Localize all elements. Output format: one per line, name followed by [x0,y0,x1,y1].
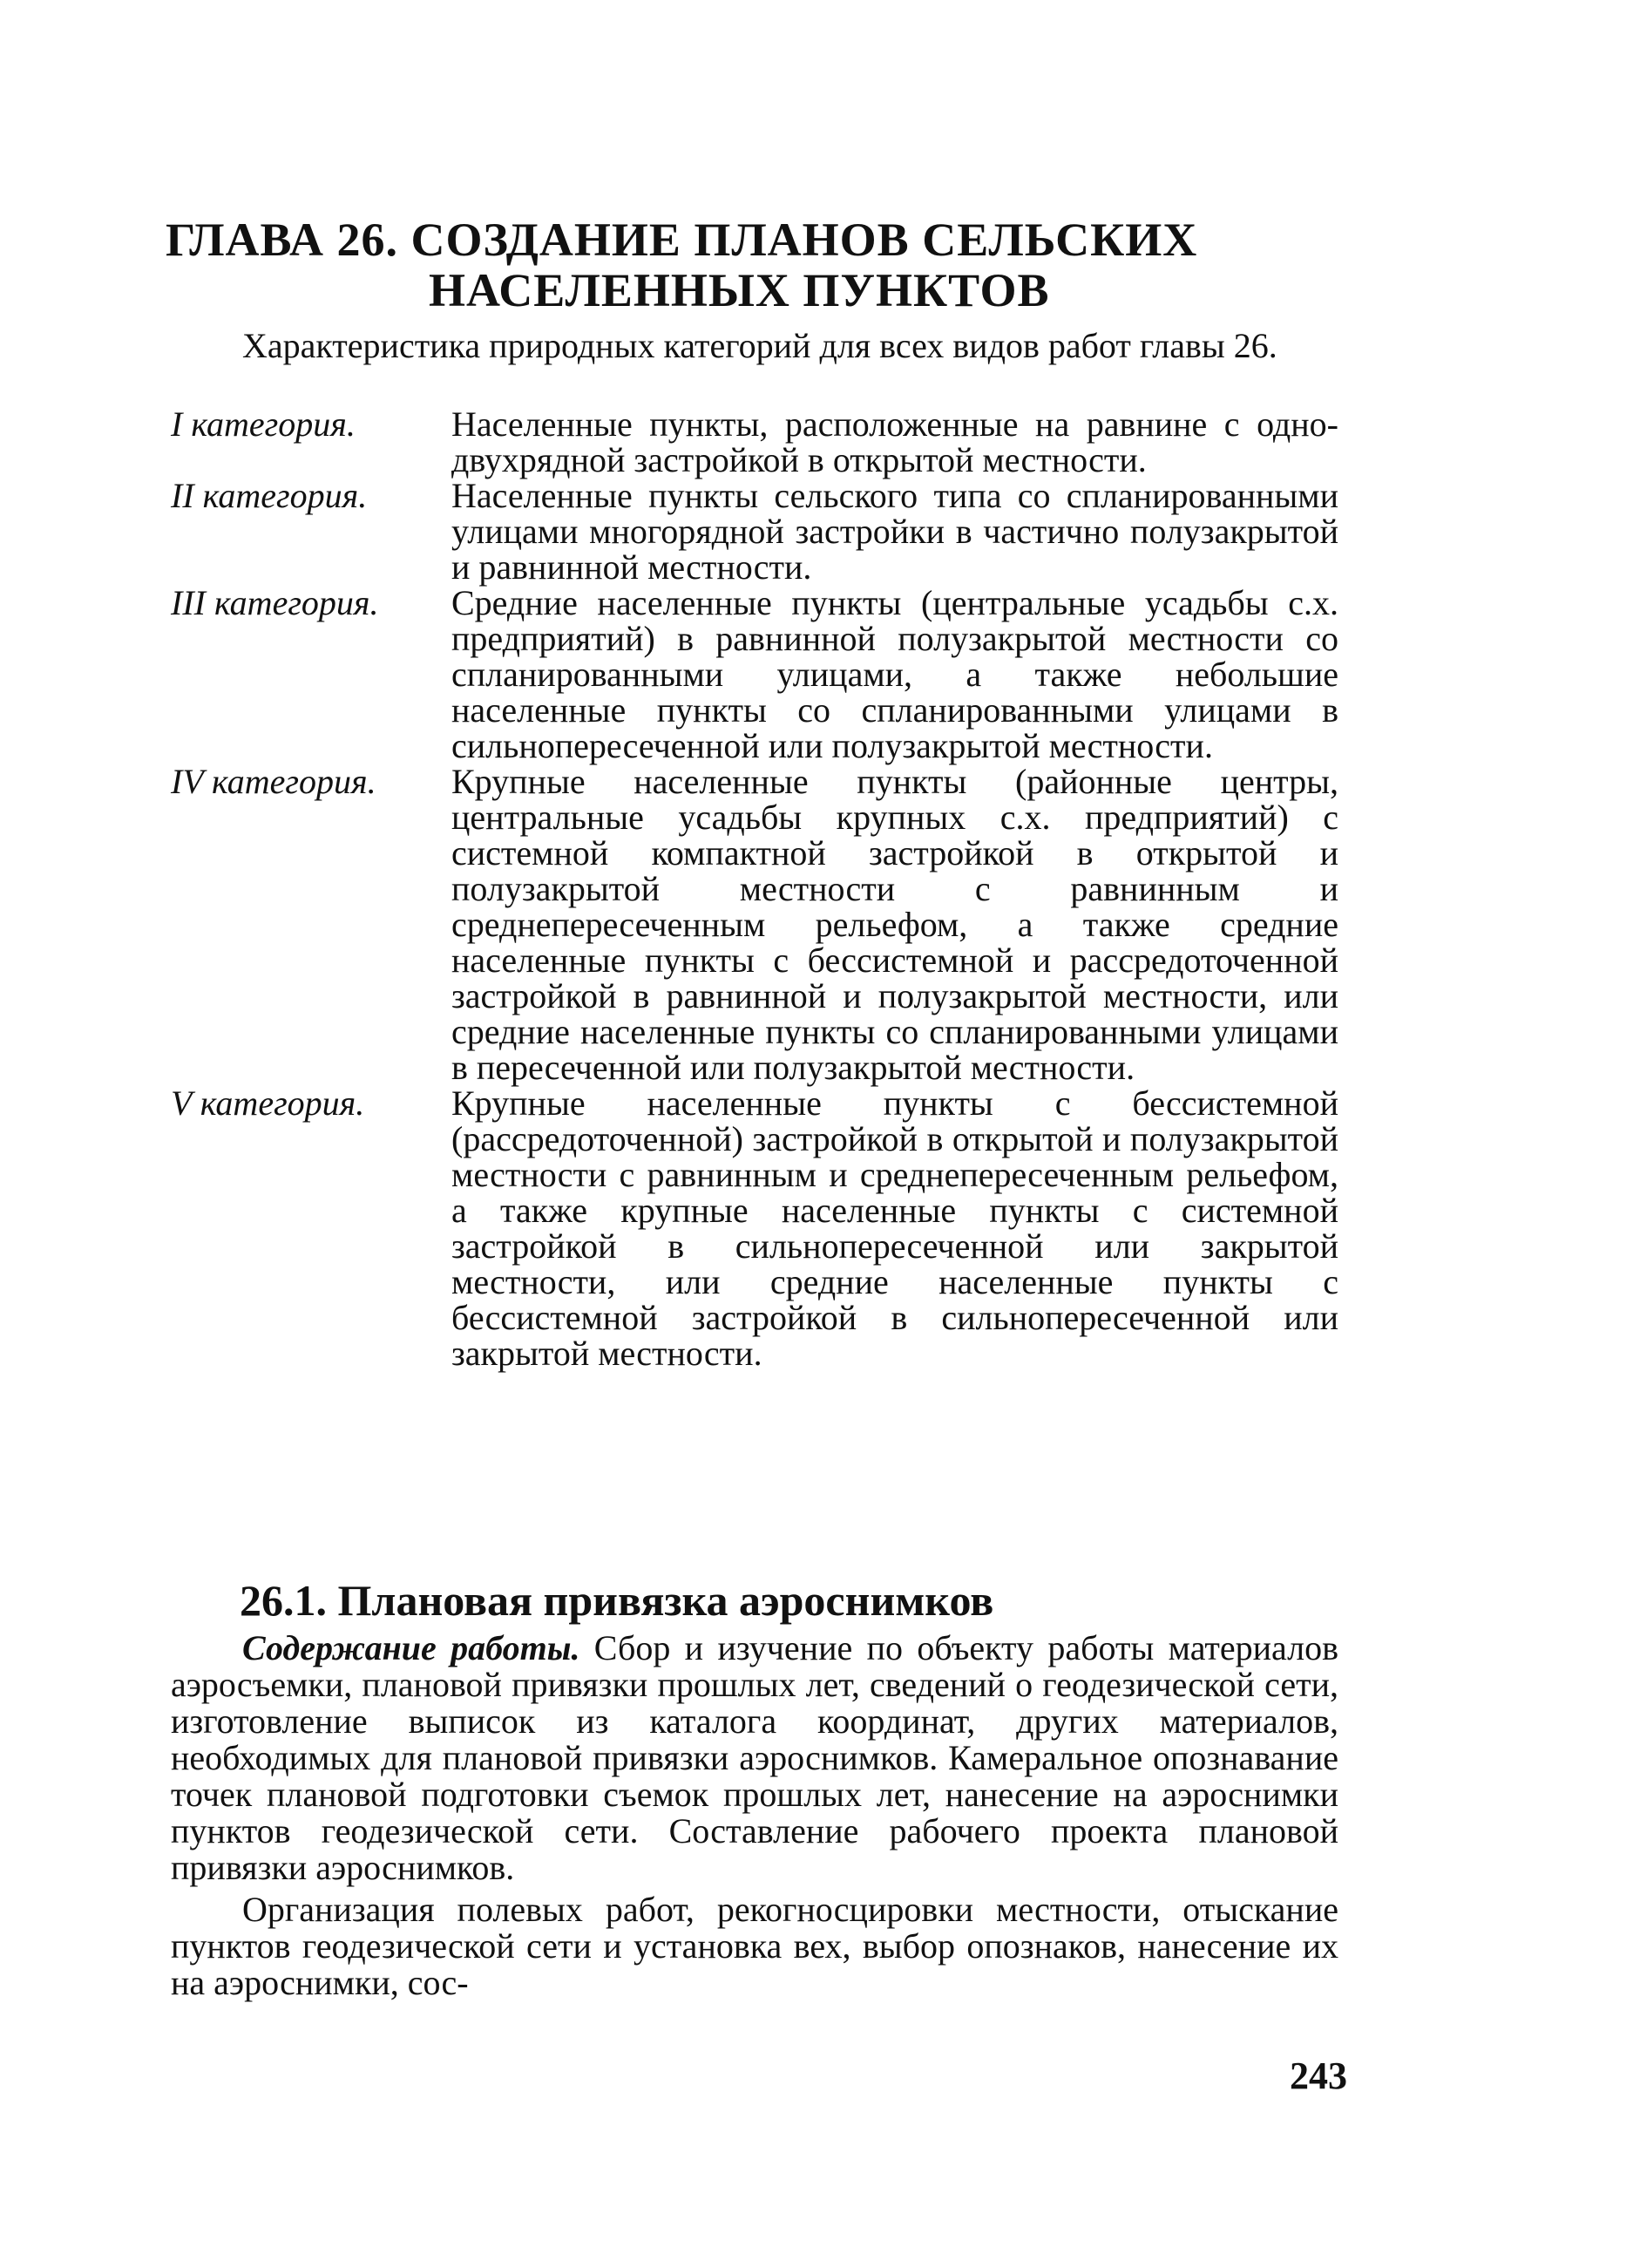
category-label: IV категория. [171,762,376,801]
category-description: Крупные населенные пункты (районные центры, центральные усадьбы крупных с.х. предприятий) с системной компактной застройкой в открытой и полузакрытой местности с равнинным и среднепересеченным рельефом, а также средние населенные пункты с бессистемной и рассредоточенной застройкой в равнинной и полузакрытой местности, или средние населенные пункты со спланированными улицами в пересеченной или полузакрытой местности. [451,762,1338,1087]
page-number: 243 [1290,2054,1347,2097]
chapter-title [166,214,1342,316]
section-title: 26.1. Плановая привязка аэроснимков [240,1576,994,1625]
chapter-title-line2: НАСЕЛЕННЫХ ПУНКТОВ [429,264,1050,316]
paragraph-text: Сбор и изучение по объекту работы материалов аэросъемки, плановой привязки прошлых лет, сведений о геодезической сети, изготовление выписок из каталога координат, других материалов, необходимых для плановой привязки аэроснимков. Камеральное опознавание точек плановой подготовки съемок прошлых лет, нанесение на аэроснимки пунктов геодезической сети. Составление рабочего проекта плановой привязки аэроснимков. [171,1628,1339,1887]
category-label: II категория. [171,476,368,515]
category-row [171,1085,1338,1371]
paragraph-lead: Содержание работы. [242,1628,580,1667]
intro-paragraph: Характеристика природных категорий для всех видов работ главы 26. [242,326,1277,365]
category-list [171,406,1338,1371]
chapter-title-line1: ГЛАВА 26. СОЗДАНИЕ ПЛАНОВ СЕЛЬСКИХ [166,214,1198,266]
body-paragraph [171,1630,1338,1886]
body-paragraph: Организация полевых работ, рекогносцировки местности, отыскание пунктов геодезической сети и установка вех, выбор опознаков, нанесение их на аэроснимки, сос- [171,1890,1338,2002]
section-body [171,1630,1338,2007]
category-description: Населенные пункты, расположенные на равнине с одно-двухрядной застройкой в открытой местности. [451,404,1338,479]
category-description: Крупные населенные пункты с бессистемной (рассредоточенной) застройкой в открытой и полузакрытой местности с равнинным и среднепересеченным рельефом, а также крупные населенные пункты с системной застройкой в сильнопересеченной или закрытой местности, или средние населенные пункты с бессистемной застройкой в сильнопересеченной или закрытой местности. [451,1083,1338,1373]
category-label: V категория. [171,1083,365,1123]
category-row [171,406,1338,478]
category-row [171,478,1338,585]
category-description: Населенные пункты сельского типа со спланированными улицами многорядной застройки в частично полузакрытой и равнинной местности. [451,476,1338,587]
category-row [171,585,1338,764]
category-label: I категория. [171,404,356,444]
category-row [171,764,1338,1085]
category-description: Средние населенные пункты (центральные усадьбы с.х. предприятий) в равнинной полузакрытой местности со спланированными улицами, а также небольшие населенные пункты со спланированными улицами в сильнопересеченной или полузакрытой местности. [451,583,1338,765]
category-label: III категория. [171,583,379,622]
